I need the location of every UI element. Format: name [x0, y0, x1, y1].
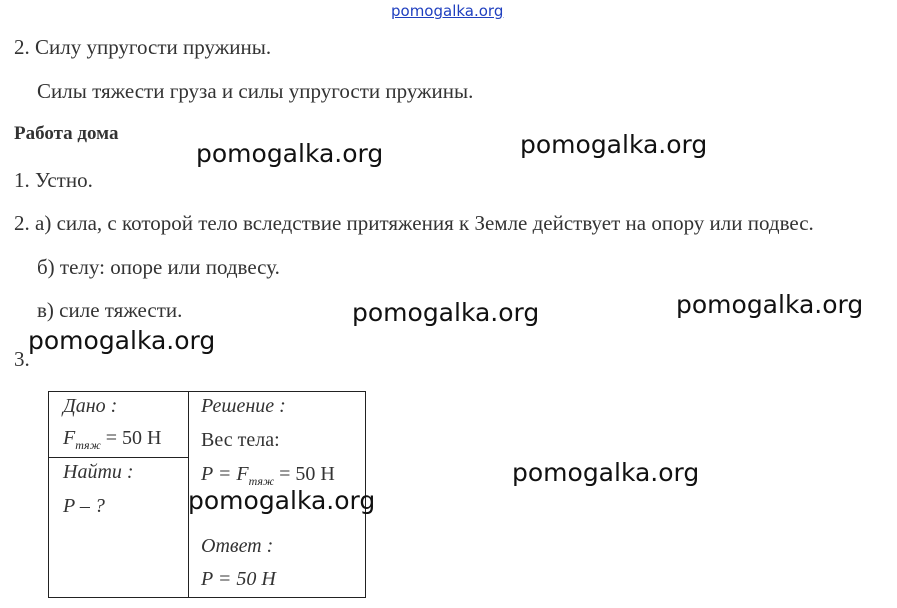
find-value: P – ?	[63, 495, 105, 517]
answer-line-1-oral: 1. Устно.	[14, 168, 93, 192]
answer-line-2b: б) телу: опоре или подвесу.	[37, 255, 280, 279]
watermark-1: pomogalka.org	[196, 139, 384, 168]
watermark-7: pomogalka.org	[188, 486, 376, 515]
watermark-3: pomogalka.org	[352, 298, 540, 327]
table-border-top	[48, 391, 366, 392]
answer-line-forces: Силы тяжести груза и силы упругости пружины.	[37, 79, 474, 103]
answer-line-2a: 2. а) сила, с которой тело вследствие притяжения к Земле действует на опору или подвес.	[14, 211, 814, 235]
given-force: $F_{тяж} = 50$ Н	[63, 427, 162, 452]
watermark-4: pomogalka.org	[676, 290, 864, 319]
answer-label: Ответ :	[201, 535, 274, 557]
watermark-6: pomogalka.org	[512, 458, 700, 487]
answer-value: P = 50 Н	[201, 568, 276, 590]
watermark-5: pomogalka.org	[28, 326, 216, 355]
header-watermark: pomogalka.org	[391, 2, 504, 20]
table-divider-horizontal	[48, 457, 189, 458]
solution-text: Вес тела:	[201, 429, 280, 451]
answer-line-3: 3.	[14, 347, 30, 371]
table-border-left	[48, 391, 49, 597]
section-title: Работа дома	[14, 123, 119, 144]
find-label: Найти :	[63, 461, 134, 483]
given-label: Дано :	[63, 395, 118, 417]
solution-label: Решение :	[201, 395, 286, 417]
answer-line-2-elastic-force: 2. Силу упругости пружины.	[14, 35, 272, 59]
answer-line-2c: в) силе тяжести.	[37, 298, 183, 322]
table-border-bottom	[48, 597, 366, 598]
watermark-2: pomogalka.org	[520, 130, 708, 159]
solution-equation: $P = F_{тяж} = 50$ Н	[201, 463, 335, 488]
